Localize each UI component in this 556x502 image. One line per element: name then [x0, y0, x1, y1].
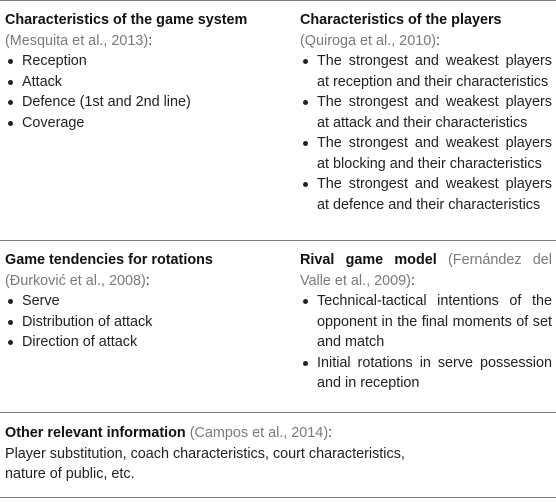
- cell-list: [300, 51, 552, 215]
- list-item: Distribution of attack: [5, 312, 275, 333]
- list-item: Serve: [5, 291, 275, 312]
- cell-list: [5, 51, 275, 133]
- cell-heading: Game tendencies for rotations: [5, 252, 213, 268]
- cell-citation: Mesquita et al., 2013: [9, 32, 144, 49]
- cell-game-system: Characteristics of the game system (Mesquita et al., 2013): Reception Attack Defence (1st and 2nd line) Coverage: [5, 10, 275, 133]
- list-item: Technical-tactical intentions of the opponent in the final moments of set and match: [300, 291, 552, 353]
- cell-list: [300, 291, 552, 394]
- list-item: The strongest and weakest players at reception and their characteristics: [300, 51, 552, 92]
- list-item: Defence (1st and 2nd line): [5, 92, 275, 113]
- list-item: Coverage: [5, 113, 275, 134]
- list-item: Attack: [5, 72, 275, 93]
- row-divider: [0, 412, 556, 413]
- cell-other: Other relevant information (Campos et al., 2014): Player substitution, coach characteristics, court characteristics, nature of public, etc.: [5, 423, 435, 485]
- cell-rival: Rival game model (Fernández del Valle et al., 2009): Technical-tactical intentions of the opponent in the final moments of set and match Initial rotations in serve possession and in reception: [300, 250, 552, 394]
- cell-list: [5, 291, 275, 353]
- list-item: The strongest and weakest players at defence and their characteristics: [300, 174, 552, 215]
- cell-citation: Đurković et al., 2008: [9, 272, 141, 289]
- cell-heading: Rival game model: [300, 252, 437, 268]
- list-item: Reception: [5, 51, 275, 72]
- cell-citation: Quiroga et al., 2010: [304, 32, 432, 49]
- row-divider: [0, 240, 556, 241]
- cell-rotations: Game tendencies for rotations (Đurković et al., 2008): Serve Distribution of attack Direction of attack: [5, 250, 275, 353]
- cell-heading: Characteristics of the players: [300, 12, 502, 28]
- cell-body: Player substitution, coach characteristics, court characteristics, nature of public, etc.: [5, 445, 405, 482]
- list-item: The strongest and weakest players at attack and their characteristics: [300, 92, 552, 133]
- cell-citation: Fernández del Valle et al., 2009: [300, 252, 552, 289]
- list-item: Direction of attack: [5, 332, 275, 353]
- cell-heading: Other relevant information: [5, 425, 186, 441]
- cell-citation: Campos et al., 2014: [194, 425, 324, 441]
- cell-heading: Characteristics of the game system: [5, 12, 248, 28]
- cell-players: Characteristics of the players (Quiroga et al., 2010): The strongest and weakest players at reception and their characteristics The strongest and weakest players at attack and their characteristics The strongest and weakest players at blocking and their characteristics The strongest and weakest players at defence and their characteristics: [300, 10, 552, 215]
- list-item: The strongest and weakest players at blocking and their characteristics: [300, 133, 552, 174]
- top-rule: [0, 0, 556, 1]
- list-item: Initial rotations in serve possession and in reception: [300, 353, 552, 394]
- bottom-rule: [0, 497, 556, 498]
